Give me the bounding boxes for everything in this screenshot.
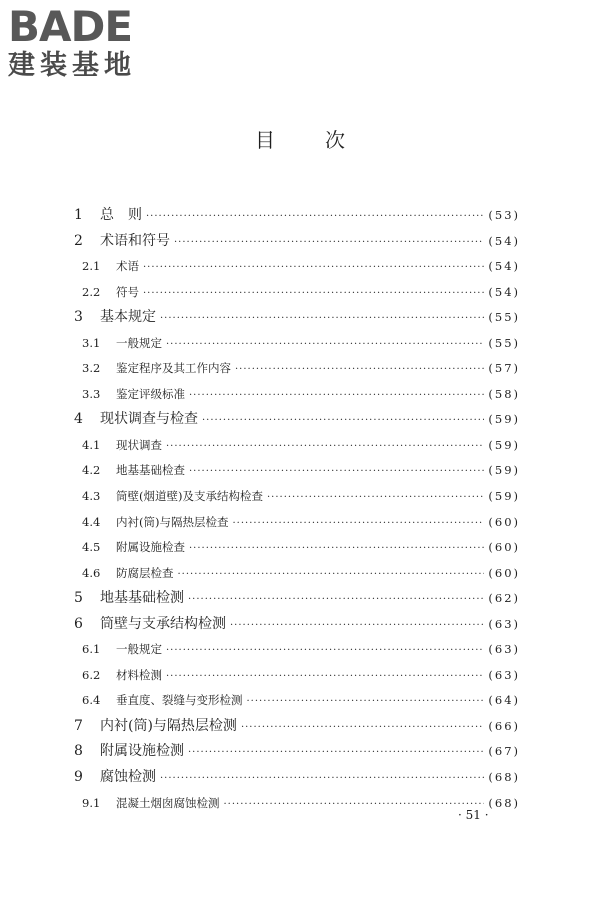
toc-entry-page: (59) [488, 489, 520, 504]
toc-chapter-entry [74, 407, 520, 433]
toc-entry-title: 术语和符号 [100, 232, 170, 249]
toc-entry-title: 基本规定 [100, 309, 156, 326]
toc-leader-dots [267, 485, 484, 511]
toc-entry-number: 4.3 [82, 489, 101, 504]
toc-entry-title: 地基基础检查 [116, 463, 185, 478]
toc-chapter-entry [74, 203, 520, 229]
toc-entry-title: 现状调查 [116, 437, 162, 452]
toc-chapter-entry [74, 739, 520, 765]
toc-entry-title: 符号 [116, 284, 139, 299]
toc-leader-dots [189, 383, 484, 409]
toc-chapter-entry [74, 765, 520, 791]
toc-entry-title: 附属设施检测 [100, 743, 184, 760]
toc-leader-dots [143, 255, 484, 281]
toc-entry-title: 一般规定 [116, 335, 162, 350]
toc-leader-dots [188, 587, 484, 613]
toc-leader-dots [174, 230, 484, 256]
toc-entry-number: 3.1 [82, 335, 101, 350]
toc-section-entry [74, 637, 520, 663]
toc-entry-page: (58) [488, 386, 520, 401]
bade-logo [8, 4, 178, 82]
toc-leader-dots [224, 792, 485, 818]
toc-section-entry [74, 663, 520, 689]
toc-entry-page: (55) [488, 335, 520, 350]
toc-entry-title: 总 则 [100, 207, 142, 223]
toc-entry-page: (53) [488, 208, 520, 222]
toc-entry-number: 8 [74, 743, 83, 760]
toc-entry-number: 7 [74, 717, 83, 734]
toc-entry-page: (66) [488, 718, 520, 733]
toc-entry-number: 4.1 [82, 437, 101, 452]
toc-leader-dots [232, 511, 484, 537]
toc-entry-page: (59) [488, 437, 520, 452]
toc-entry-number: 4.5 [82, 540, 101, 555]
toc-entry-title: 混凝土烟囱腐蚀检测 [116, 795, 220, 810]
toc-section-entry [74, 356, 520, 382]
toc-entry-number: 6.1 [82, 642, 101, 657]
toc-entry-number: 2 [74, 232, 83, 249]
toc-entry-page: (68) [488, 795, 520, 810]
toc-entry-number: 2.2 [82, 284, 101, 299]
toc-chapter-entry [74, 586, 520, 612]
toc-entry-page: (57) [488, 361, 520, 376]
toc-chapter-entry [74, 714, 520, 740]
toc-section-entry [74, 458, 520, 484]
toc-entry-page: (54) [488, 233, 520, 248]
toc-entry-page: (54) [488, 259, 520, 274]
toc-entry-title: 现状调查与检查 [100, 411, 198, 428]
toc-entry-title: 垂直度、裂缝与变形检测 [116, 693, 243, 708]
toc-leader-dots [160, 306, 484, 332]
toc-entry-number: 3.2 [82, 361, 101, 376]
page-title: 目次 [255, 128, 395, 152]
toc-section-entry [74, 791, 520, 817]
toc-leader-dots [247, 689, 485, 715]
logo-subtitle: 建装基地 [8, 50, 136, 81]
toc-leader-dots [143, 281, 484, 307]
toc-entry-number: 5 [74, 590, 83, 607]
toc-entry-title: 一般规定 [116, 642, 162, 657]
table-of-contents [74, 203, 520, 816]
toc-entry-number: 3 [74, 309, 83, 326]
toc-entry-number: 4.4 [82, 514, 101, 529]
toc-leader-dots [166, 664, 484, 690]
toc-entry-page: (55) [488, 310, 520, 325]
toc-entry-page: (63) [488, 667, 520, 682]
toc-section-entry [74, 688, 520, 714]
toc-leader-dots [166, 332, 484, 358]
toc-entry-title: 筒壁与支承结构检测 [100, 615, 226, 632]
toc-entry-page: (60) [488, 540, 520, 555]
toc-entry-title: 腐蚀检测 [100, 769, 156, 786]
toc-leader-dots [189, 459, 484, 485]
toc-entry-page: (59) [488, 463, 520, 478]
toc-entry-page: (54) [488, 284, 520, 299]
toc-leader-dots [188, 740, 484, 766]
toc-section-entry [74, 484, 520, 510]
toc-section-entry [74, 331, 520, 357]
toc-chapter-entry [74, 305, 520, 331]
toc-entry-page: (67) [488, 744, 520, 759]
toc-entry-page: (62) [488, 591, 520, 606]
toc-entry-number: 4.6 [82, 565, 101, 580]
toc-entry-number: 6 [74, 615, 83, 632]
toc-leader-dots [166, 638, 484, 664]
toc-section-entry [74, 561, 520, 587]
toc-entry-page: (60) [488, 565, 520, 580]
toc-entry-title: 防腐层检查 [116, 565, 174, 580]
toc-entry-page: (60) [488, 514, 520, 529]
toc-leader-dots [178, 562, 485, 588]
toc-section-entry [74, 382, 520, 408]
toc-section-entry [74, 535, 520, 561]
toc-section-entry [74, 254, 520, 280]
toc-entry-title: 附属设施检查 [116, 540, 185, 555]
toc-leader-dots [202, 408, 484, 434]
toc-leader-dots [166, 434, 484, 460]
toc-entry-page: (64) [488, 693, 520, 708]
toc-entry-number: 1 [74, 207, 83, 223]
toc-entry-number: 9.1 [82, 795, 101, 810]
toc-leader-dots [230, 613, 484, 639]
page-number: · 51 · [458, 808, 489, 822]
toc-leader-dots [235, 357, 484, 383]
toc-leader-dots [160, 766, 484, 792]
toc-entry-number: 9 [74, 769, 83, 786]
toc-entry-number: 4.2 [82, 463, 101, 478]
toc-entry-title: 内衬(筒)与隔热层检查 [116, 514, 229, 529]
toc-entry-title: 术语 [116, 259, 139, 274]
toc-entry-title: 地基基础检测 [100, 590, 184, 607]
toc-entry-title: 鉴定程序及其工作内容 [116, 361, 231, 376]
toc-chapter-entry [74, 612, 520, 638]
toc-chapter-entry [74, 229, 520, 255]
toc-section-entry [74, 280, 520, 306]
toc-entry-title: 材料检测 [116, 667, 162, 682]
toc-entry-page: (63) [488, 616, 520, 631]
toc-entry-page: (63) [488, 642, 520, 657]
logo-wordmark: BADE [8, 2, 133, 51]
toc-entry-page: (59) [488, 412, 520, 427]
toc-entry-number: 6.4 [82, 693, 101, 708]
toc-entry-title: 内衬(筒)与隔热层检测 [100, 717, 237, 734]
toc-leader-dots [241, 715, 484, 741]
toc-leader-dots [146, 204, 484, 230]
toc-entry-title: 筒壁(烟道壁)及支承结构检查 [116, 489, 263, 504]
toc-section-entry [74, 510, 520, 536]
toc-entry-page: (68) [488, 770, 520, 785]
toc-entry-number: 3.3 [82, 386, 101, 401]
toc-entry-number: 4 [74, 411, 83, 428]
toc-entry-title: 鉴定评级标准 [116, 386, 185, 401]
toc-entry-number: 6.2 [82, 667, 101, 682]
toc-entry-number: 2.1 [82, 259, 101, 274]
toc-section-entry [74, 433, 520, 459]
toc-leader-dots [189, 536, 484, 562]
